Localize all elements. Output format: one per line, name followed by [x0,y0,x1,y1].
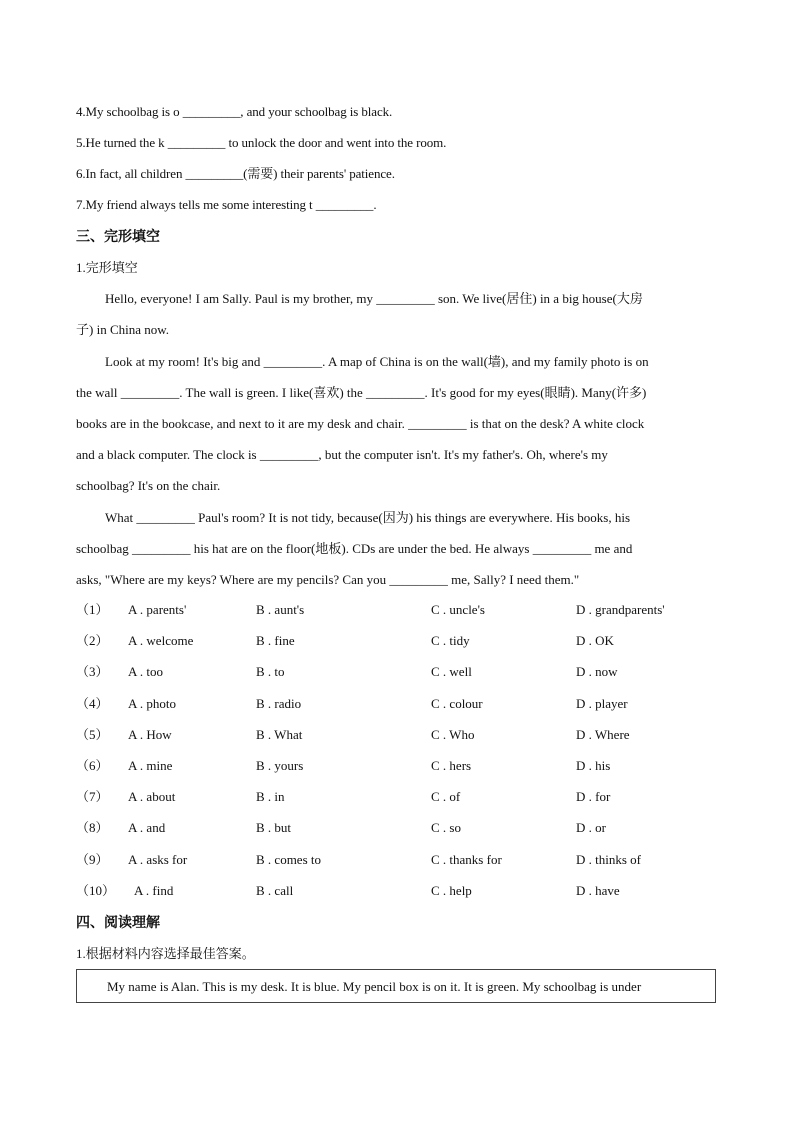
option-c: C . so [431,820,461,836]
option-d: D . or [576,820,606,836]
option-a: A . too [128,664,164,680]
cloze-subtitle: 1.完形填空 [76,260,138,275]
reading-passage-line: My name is Alan. This is my desk. It is blue. My pencil box is on it. It is green. My schoolbag is under [107,979,642,994]
cloze-paragraph-2 [76,354,720,509]
cloze-options [76,602,726,914]
paragraph-line: and a black computer. The clock is _________, but the computer isn't. It's my father's. Oh, where's my [76,447,608,462]
option-row [76,820,726,851]
option-d: D . OK [576,633,614,649]
option-b: B . call [256,882,294,898]
option-row [76,664,726,695]
option-a: A . welcome [128,633,194,649]
option-c: C . of [431,789,461,805]
option-number: （9） [76,851,109,867]
option-row [76,852,726,883]
option-row [76,883,726,914]
option-d: D . now [576,664,618,680]
option-c: C . hers [431,757,472,773]
option-c: C . tidy [431,633,470,649]
option-a: A . photo [128,695,177,711]
option-b: B . yours [256,757,304,773]
option-number: （8） [76,820,109,836]
option-number: （2） [76,633,109,649]
fill-question-7: 7.My friend always tells me some interesting t _________. [76,197,377,212]
option-a: A . parents' [128,602,187,617]
option-row [76,789,726,820]
option-row [76,696,726,727]
paragraph-line: schoolbag _________ his hat are on the floor(地板). CDs are under the bed. He always _________ me and [76,541,633,556]
paragraph-line: Look at my room! It's big and _________. A map of China is on the wall(墙), and my family photo is on [105,354,649,369]
paragraph-line: 子) in China now. [76,322,170,337]
paragraph-line: asks, "Where are my keys? Where are my pencils? Can you _________ me, Sally? I need them." [76,572,580,587]
cloze-paragraph-3 [76,510,720,603]
option-a: A . How [128,726,172,742]
paragraph-line: the wall _________. The wall is green. I like(喜欢) the _________. It's good for my eyes(眼睛). Many(许多) [76,385,647,400]
reading-passage-box [76,969,716,1003]
option-number: （5） [76,726,109,742]
option-c: C . colour [431,695,483,711]
option-c: C . thanks for [431,851,502,867]
option-row [76,727,726,758]
option-row [76,633,726,664]
option-a: A . find [134,882,174,898]
option-d: D . have [576,882,620,898]
option-b: B . fine [256,633,295,649]
fill-question-4: 4.My schoolbag is o _________, and your schoolbag is black. [76,104,393,119]
option-b: B . aunt's [256,602,305,617]
cloze-paragraph-1 [76,291,720,353]
fill-question-6: 6.In fact, all children _________(需要) their parents' patience. [76,166,395,181]
option-b: B . in [256,789,285,805]
section-heading-cloze: 三、完形填空 [76,229,160,245]
option-d: D . thinks of [576,851,641,867]
option-d: D . grandparents' [576,602,665,617]
option-a: A . and [128,820,166,836]
option-b: B . radio [256,695,302,711]
option-number: （6） [76,757,109,773]
option-b: B . to [256,664,285,680]
fill-question-5: 5.He turned the k _________ to unlock the door and went into the room. [76,135,447,150]
option-d: D . player [576,695,628,711]
option-c: C . help [431,882,472,898]
option-number: （10） [76,882,116,898]
paragraph-line: Hello, everyone! I am Sally. Paul is my brother, my _________ son. We live(居住) in a big house(大房 [105,291,643,306]
option-b: B . but [256,820,292,836]
option-d: D . his [576,757,611,773]
option-a: A . asks for [128,851,188,867]
option-d: D . Where [576,726,630,742]
option-b: B . comes to [256,851,321,867]
reading-subtitle: 1.根据材料内容选择最佳答案。 [76,946,255,961]
option-c: C . well [431,664,472,680]
option-d: D . for [576,789,611,805]
section-heading-reading: 四、阅读理解 [76,915,160,931]
option-c: C . uncle's [431,602,485,617]
paragraph-line: What _________ Paul's room? It is not tidy, because(因为) his things are everywhere. His books, his [105,510,631,525]
option-number: （7） [76,789,109,805]
paragraph-line: books are in the bookcase, and next to it are my desk and chair. _________ is that on the desk? A white clock [76,416,645,431]
option-number: （1） [76,602,109,617]
option-a: A . mine [128,757,173,773]
option-row [76,758,726,789]
option-row [76,602,726,633]
option-c: C . Who [431,726,475,742]
option-b: B . What [256,726,303,742]
paragraph-line: schoolbag? It's on the chair. [76,478,221,493]
option-number: （3） [76,664,109,680]
option-number: （4） [76,695,109,711]
option-a: A . about [128,789,176,805]
